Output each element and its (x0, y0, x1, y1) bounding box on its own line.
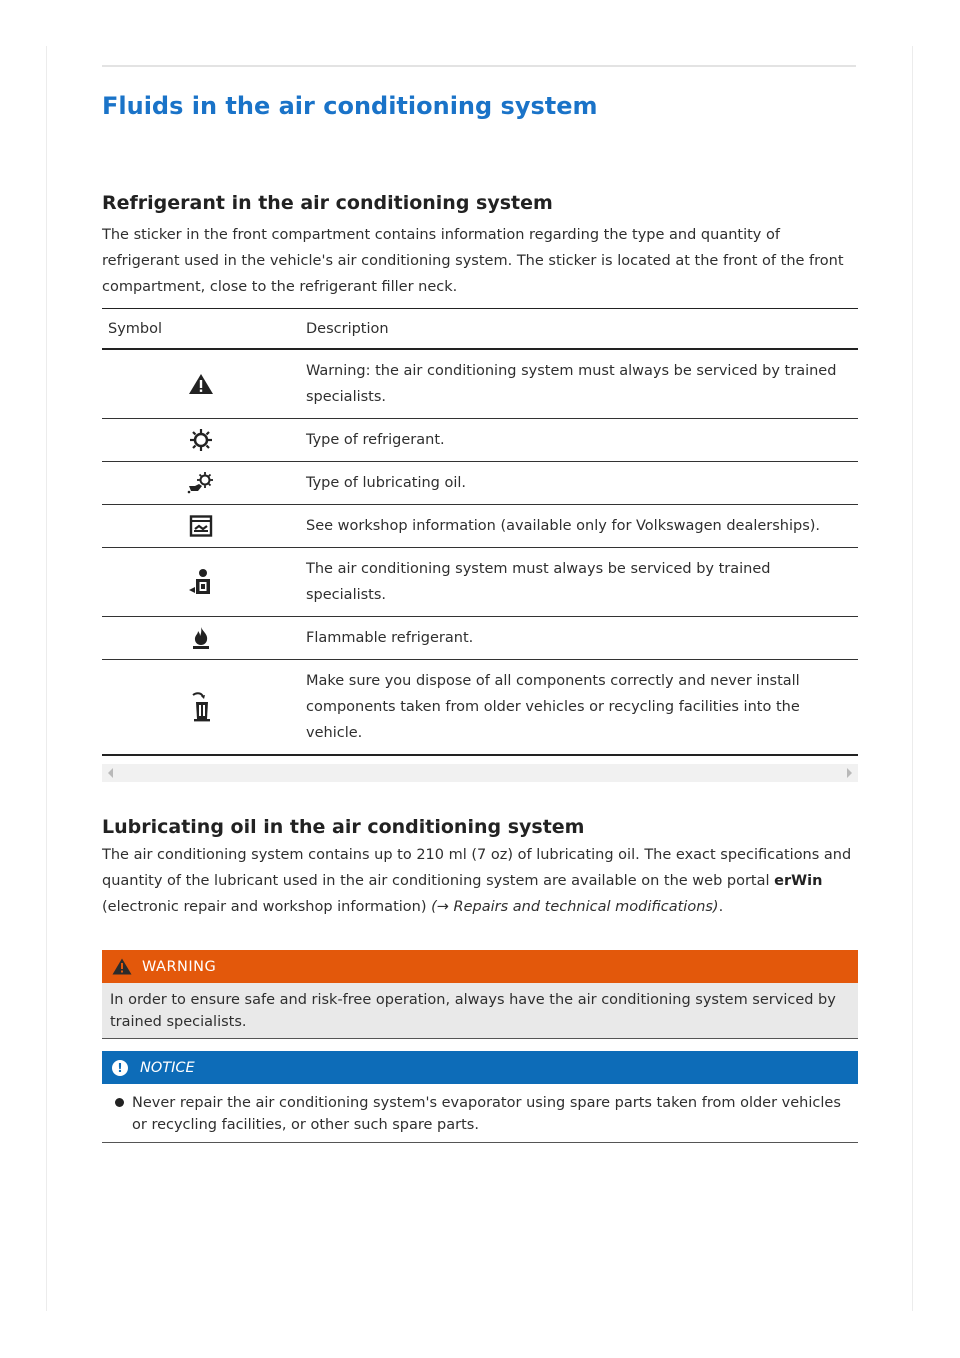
refrigerant-body: The sticker in the front compartment contains information regarding the type and quantity of refrigerant used in the vehicle's air conditioning system. The sticker is located at the front of the front compartment, close to the refrigerant filler neck. (102, 227, 844, 295)
flammable-icon (190, 626, 212, 650)
symbol-cell (102, 617, 300, 660)
table-header-row (102, 309, 858, 350)
symbol-table (102, 308, 858, 756)
refrigerant-heading: Refrigerant in the air conditioning system (102, 192, 553, 214)
table-row (102, 462, 858, 505)
symbol-cell (102, 548, 300, 617)
refrigerant-section (102, 190, 858, 782)
description-column-header: Description (300, 309, 858, 350)
table-row (102, 419, 858, 462)
erwin-link[interactable]: erWin (774, 873, 823, 889)
description-cell: Make sure you dispose of all components correctly and never install components taken from older vehicles or recycling facilities into the vehicle. (300, 660, 858, 756)
description-cell: The air conditioning system must always be serviced by trained specialists. (300, 548, 858, 617)
description-cell: See workshop information (available only for Volkswagen dealerships). (300, 505, 858, 548)
notice-label: NOTICE (140, 1059, 195, 1076)
symbol-cell (102, 660, 300, 756)
lubricating-oil-section (102, 814, 858, 920)
symbol-cell (102, 505, 300, 548)
repairs-reference-link[interactable]: (→ Repairs and technical modifications) (431, 899, 719, 915)
warning-text: In order to ensure safe and risk-free operation, always have the air conditioning system serviced by trained specialists. (102, 983, 858, 1039)
recycling-disposal-icon (190, 692, 212, 722)
exclamation-icon: ! (112, 1060, 128, 1076)
description-cell: Warning: the air conditioning system must always be serviced by trained specialists. (300, 349, 858, 419)
table-row (102, 617, 858, 660)
scroll-right-arrow-icon[interactable] (847, 768, 852, 778)
warning-label: WARNING (142, 958, 217, 975)
list-item: Never repair the air conditioning system's evaporator using spare parts taken from older vehicles or recycling facilities, or other such spare parts. (132, 1092, 858, 1136)
description-cell: Type of refrigerant. (300, 419, 858, 462)
symbol-cell (102, 349, 300, 419)
notice-box (102, 1051, 858, 1143)
scroll-left-arrow-icon[interactable] (108, 768, 113, 778)
page-margin-right (912, 46, 913, 1311)
refrigerant-type-icon (190, 429, 212, 451)
lubricating-body-text: The air conditioning system contains up to 210 ml (7 oz) of lubricating oil. The exact specifications and quantity of the lubricant used in the air conditioning system are available on the web portal (102, 847, 852, 889)
warning-header (102, 950, 858, 983)
sentence-period: . (718, 899, 724, 915)
description-cell: Flammable refrigerant. (300, 617, 858, 660)
table-horizontal-scrollbar[interactable] (102, 764, 858, 782)
table-row (102, 660, 858, 756)
warning-icon (112, 958, 132, 975)
table-row (102, 548, 858, 617)
lubricating-heading: Lubricating oil in the air conditioning system (102, 816, 585, 838)
notice-header (102, 1051, 858, 1084)
table-row (102, 349, 858, 419)
warning-box (102, 950, 858, 1039)
lubricating-body-continued: (electronic repair and workshop information) (102, 899, 427, 915)
description-cell: Type of lubricating oil. (300, 462, 858, 505)
table-row (102, 505, 858, 548)
lubricating-oil-icon (187, 472, 215, 494)
trained-specialist-icon (188, 568, 214, 596)
notice-list (102, 1084, 858, 1143)
symbol-column-header: Symbol (102, 309, 300, 350)
page-content (102, 90, 858, 1143)
symbol-cell (102, 462, 300, 505)
page-margin-left (46, 46, 47, 1311)
warning-triangle-icon (188, 373, 214, 395)
workshop-information-icon (189, 515, 213, 537)
page-title: Fluids in the air conditioning system (102, 92, 598, 120)
top-divider (102, 65, 856, 67)
lubricating-body (102, 842, 858, 920)
symbol-cell (102, 419, 300, 462)
